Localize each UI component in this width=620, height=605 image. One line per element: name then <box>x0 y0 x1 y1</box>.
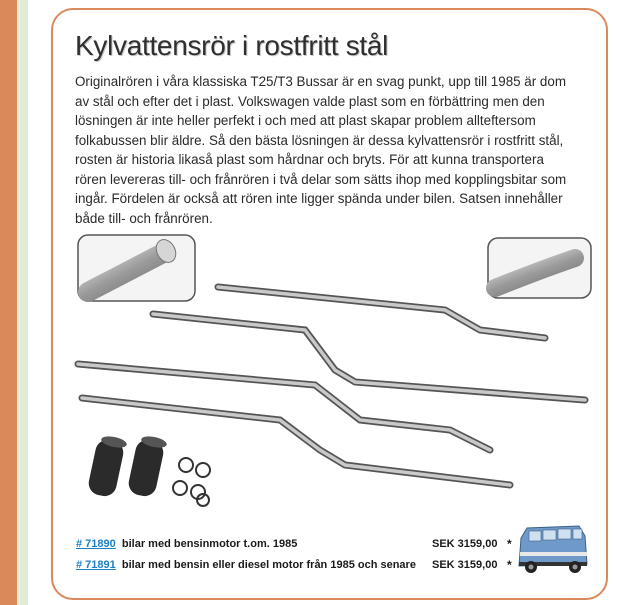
product-image-pipes <box>70 230 600 520</box>
product-title: Kylvattensrör i rostfritt stål <box>75 30 389 61</box>
left-accent-bar <box>0 0 17 605</box>
product-price: SEK 3159,00 <box>432 559 498 571</box>
product-price: SEK 3159,00 <box>432 538 498 550</box>
vw-bus-image <box>515 522 591 578</box>
price-footnote-mark: * <box>507 558 512 572</box>
price-footnote-mark: * <box>507 537 512 551</box>
product-code-link[interactable]: # 71891 <box>76 559 116 571</box>
left-stripe <box>17 0 28 605</box>
product-desc: bilar med bensin eller diesel motor från 1985 och senare <box>121 559 416 571</box>
product-code-link[interactable]: # 71890 <box>76 538 116 550</box>
product-description: Originalrören i våra klassiska T25/T3 Bussar är en svag punkt, upp till 1985 är dom av stål och efter det i plast. Volkswagen valde plast som en förbättring men den lösningen är inte heller perfekt i och med att plast skapar problem allteftersom folkabussen blir äldre. Så den bästa lösningen är dessa kylvattensrör i rostfritt stål, rosten är historia likaså plast som hårdnar och bryts. För att kunna transportera rören levereras till- och frånrören i två delar som sätts ihop med kopplingsbitar som ingår. Fördelen är också att rören inte ligger spända under bilen. Satsen innehåller både till- och frånrören. <box>75 74 567 226</box>
product-row-1 <box>76 538 297 550</box>
product-desc: bilar med bensinmotor t.om. 1985 <box>121 538 298 550</box>
product-row-2 <box>76 559 416 571</box>
